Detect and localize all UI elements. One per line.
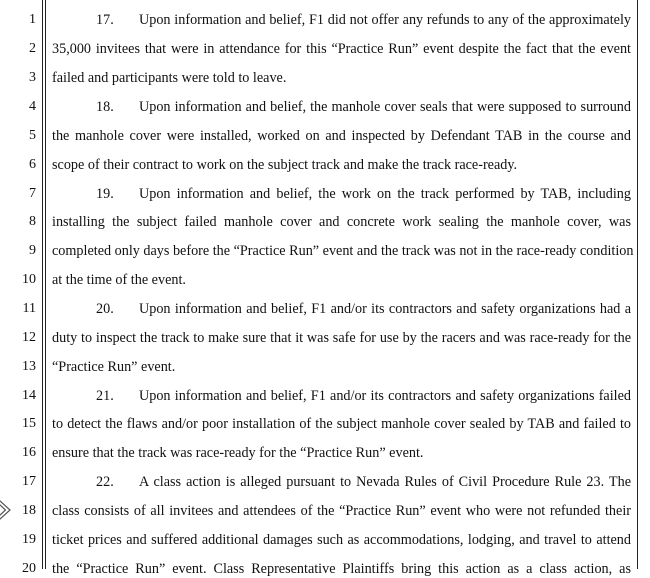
paragraph-number: 22. — [96, 474, 114, 490]
line-number: 10 — [22, 272, 36, 287]
line-number: 15 — [22, 416, 36, 431]
text-line: at the time of the event. — [52, 272, 186, 288]
line-text: Upon information and belief, the manhole cover seals that were supposed to surround — [139, 99, 631, 115]
line-number: 20 — [22, 561, 36, 576]
line-number: 6 — [29, 157, 36, 172]
text-line: “Practice Run” event. — [52, 359, 176, 375]
line-number: 7 — [29, 186, 36, 201]
line-number: 1 — [29, 12, 36, 27]
text-line: 35,000 invitees that were in attendance for this “Practice Run” event despite the fact that the event — [52, 41, 631, 57]
line-number: 9 — [29, 243, 36, 258]
paragraph-number: 19. — [96, 186, 114, 202]
text-line: the “Practice Run” event. Class Representative Plaintiffs bring this action as a class action, as — [52, 561, 631, 577]
paragraph-number: 21. — [96, 388, 114, 404]
text-line: failed and participants were told to leave. — [52, 70, 287, 86]
line-text: A class action is alleged pursuant to Nevada Rules of Civil Procedure Rule 23. The — [139, 474, 631, 490]
text-line: class consists of all invitees and attendees of the “Practice Run” event who were not refunded their — [52, 503, 631, 519]
text-line: to detect the flaws and/or poor installation of the subject manhole cover sealed by TAB and failed to — [52, 416, 631, 432]
line-text: Upon information and belief, F1 and/or its contractors and safety organizations had a — [139, 301, 631, 317]
line-number: 19 — [22, 532, 36, 547]
text-line: the manhole cover were installed, worked on and inspected by Defendant TAB in the course and — [52, 128, 631, 144]
text-line — [96, 185, 631, 203]
line-number: 13 — [22, 359, 36, 374]
line-number: 11 — [22, 301, 36, 316]
text-line: ticket prices and suffered additional damages such as accommodations, lodging, and travel to attend — [52, 532, 631, 548]
line-number: 14 — [22, 388, 36, 403]
text-line — [96, 473, 631, 491]
paragraph-number: 18. — [96, 99, 114, 115]
line-number: 16 — [22, 445, 36, 460]
line-number: 2 — [29, 41, 36, 56]
line-number: 4 — [29, 99, 36, 114]
text-line: installing the subject failed manhole cover and concrete work sealing the manhole cover, was — [52, 214, 631, 230]
text-line: ensure that the track was race-ready for the “Practice Run” event. — [52, 445, 424, 461]
text-line: completed only days before the “Practice Run” event and the track was not in the race-ready condition — [52, 243, 634, 259]
text-line: duty to inspect the track to make sure that it was safe for use by the racers and was race-ready for the — [52, 330, 631, 346]
paragraph-number: 20. — [96, 301, 114, 317]
text-line — [96, 98, 631, 116]
text-line — [96, 11, 631, 29]
line-number: 17 — [22, 474, 36, 489]
line-number: 3 — [29, 70, 36, 85]
text-line — [96, 387, 631, 405]
line-number: 8 — [29, 214, 36, 229]
line-number: 12 — [22, 330, 36, 345]
margin-rule-left-inner — [45, 0, 46, 569]
paragraph-number: 17. — [96, 12, 114, 28]
margin-rule-left-outer — [42, 0, 43, 569]
line-number: 5 — [29, 128, 36, 143]
line-text: Upon information and belief, F1 and/or its contractors and safety organizations failed — [139, 388, 631, 404]
line-text: Upon information and belief, the work on the track performed by TAB, including — [139, 186, 631, 202]
line-text: Upon information and belief, F1 did not offer any refunds to any of the approximately — [139, 12, 631, 28]
text-line — [96, 300, 631, 318]
margin-rule-right — [637, 0, 638, 569]
line-number: 18 — [22, 503, 36, 518]
text-line: scope of their contract to work on the subject track and make the track race-ready. — [52, 157, 518, 173]
